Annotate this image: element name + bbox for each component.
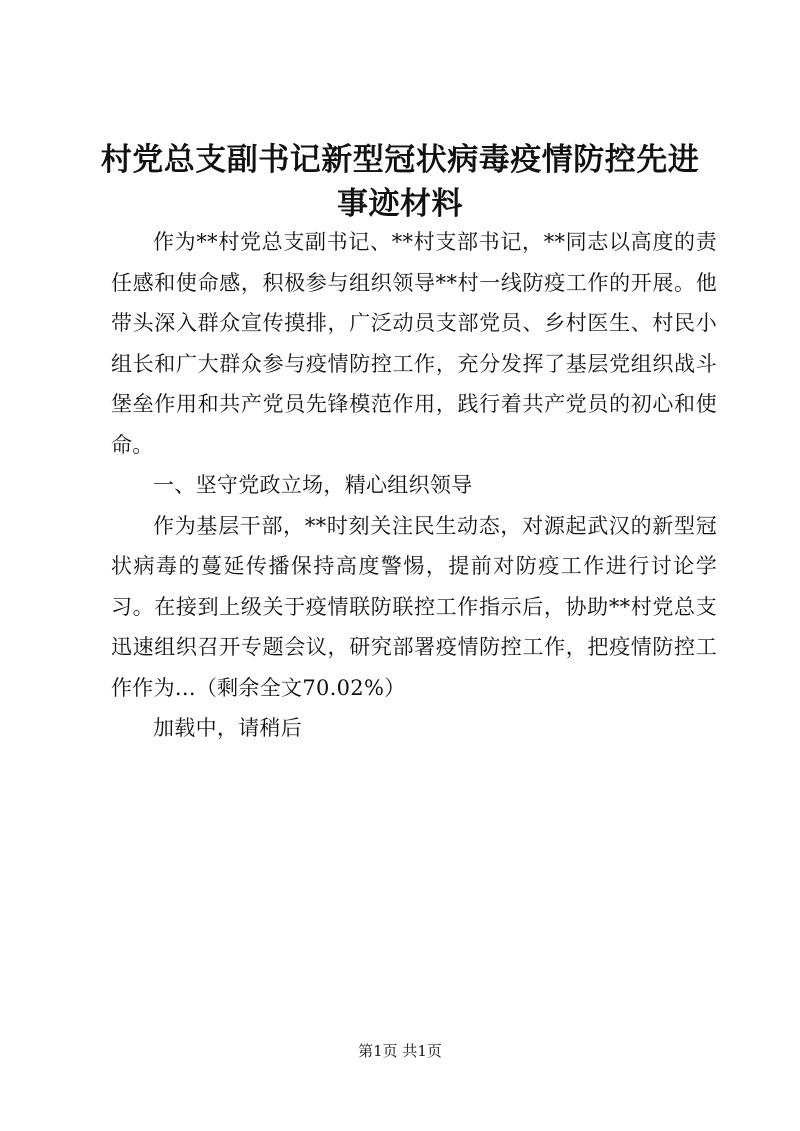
loading-text: 加载中，请稍后 xyxy=(153,716,303,740)
page-footer: 第1页 共1页 xyxy=(358,1042,442,1060)
paragraph-intro: 作为**村党总支副书记、**村支部书记，**同志以高度的责任感和使命感，积极参与组织领导**村一线防疫工作的开展。他带头深入群众宣传摸排，广泛动员支部党员、乡村医生、村民小组长和广大群众参与疫情防控工作，充分发挥了基层党组织战斗堡垒作用和共产党员先锋模范作用，践行着共产党员的初心和使命。 xyxy=(111,230,717,457)
paragraph-section-1: 作为基层干部，**时刻关注民生动态，对源起武汉的新型冠状病毒的蔓延传播保持高度警惕，提前对防疫工作进行讨论学习。在接到上级关于疫情联防联控工作指示后，协助**村党总支迅速组织召开专题会议，研究部署疫情防控工作，把疫情防控工作作为...（剩余全文70.02%） xyxy=(111,513,717,700)
section-heading: 一、坚守党政立场，精心组织领导 xyxy=(153,473,473,497)
document-body xyxy=(111,222,717,749)
document-title: 村党总支副书记新型冠状病毒疫情防控先进事迹材料 xyxy=(100,142,700,222)
